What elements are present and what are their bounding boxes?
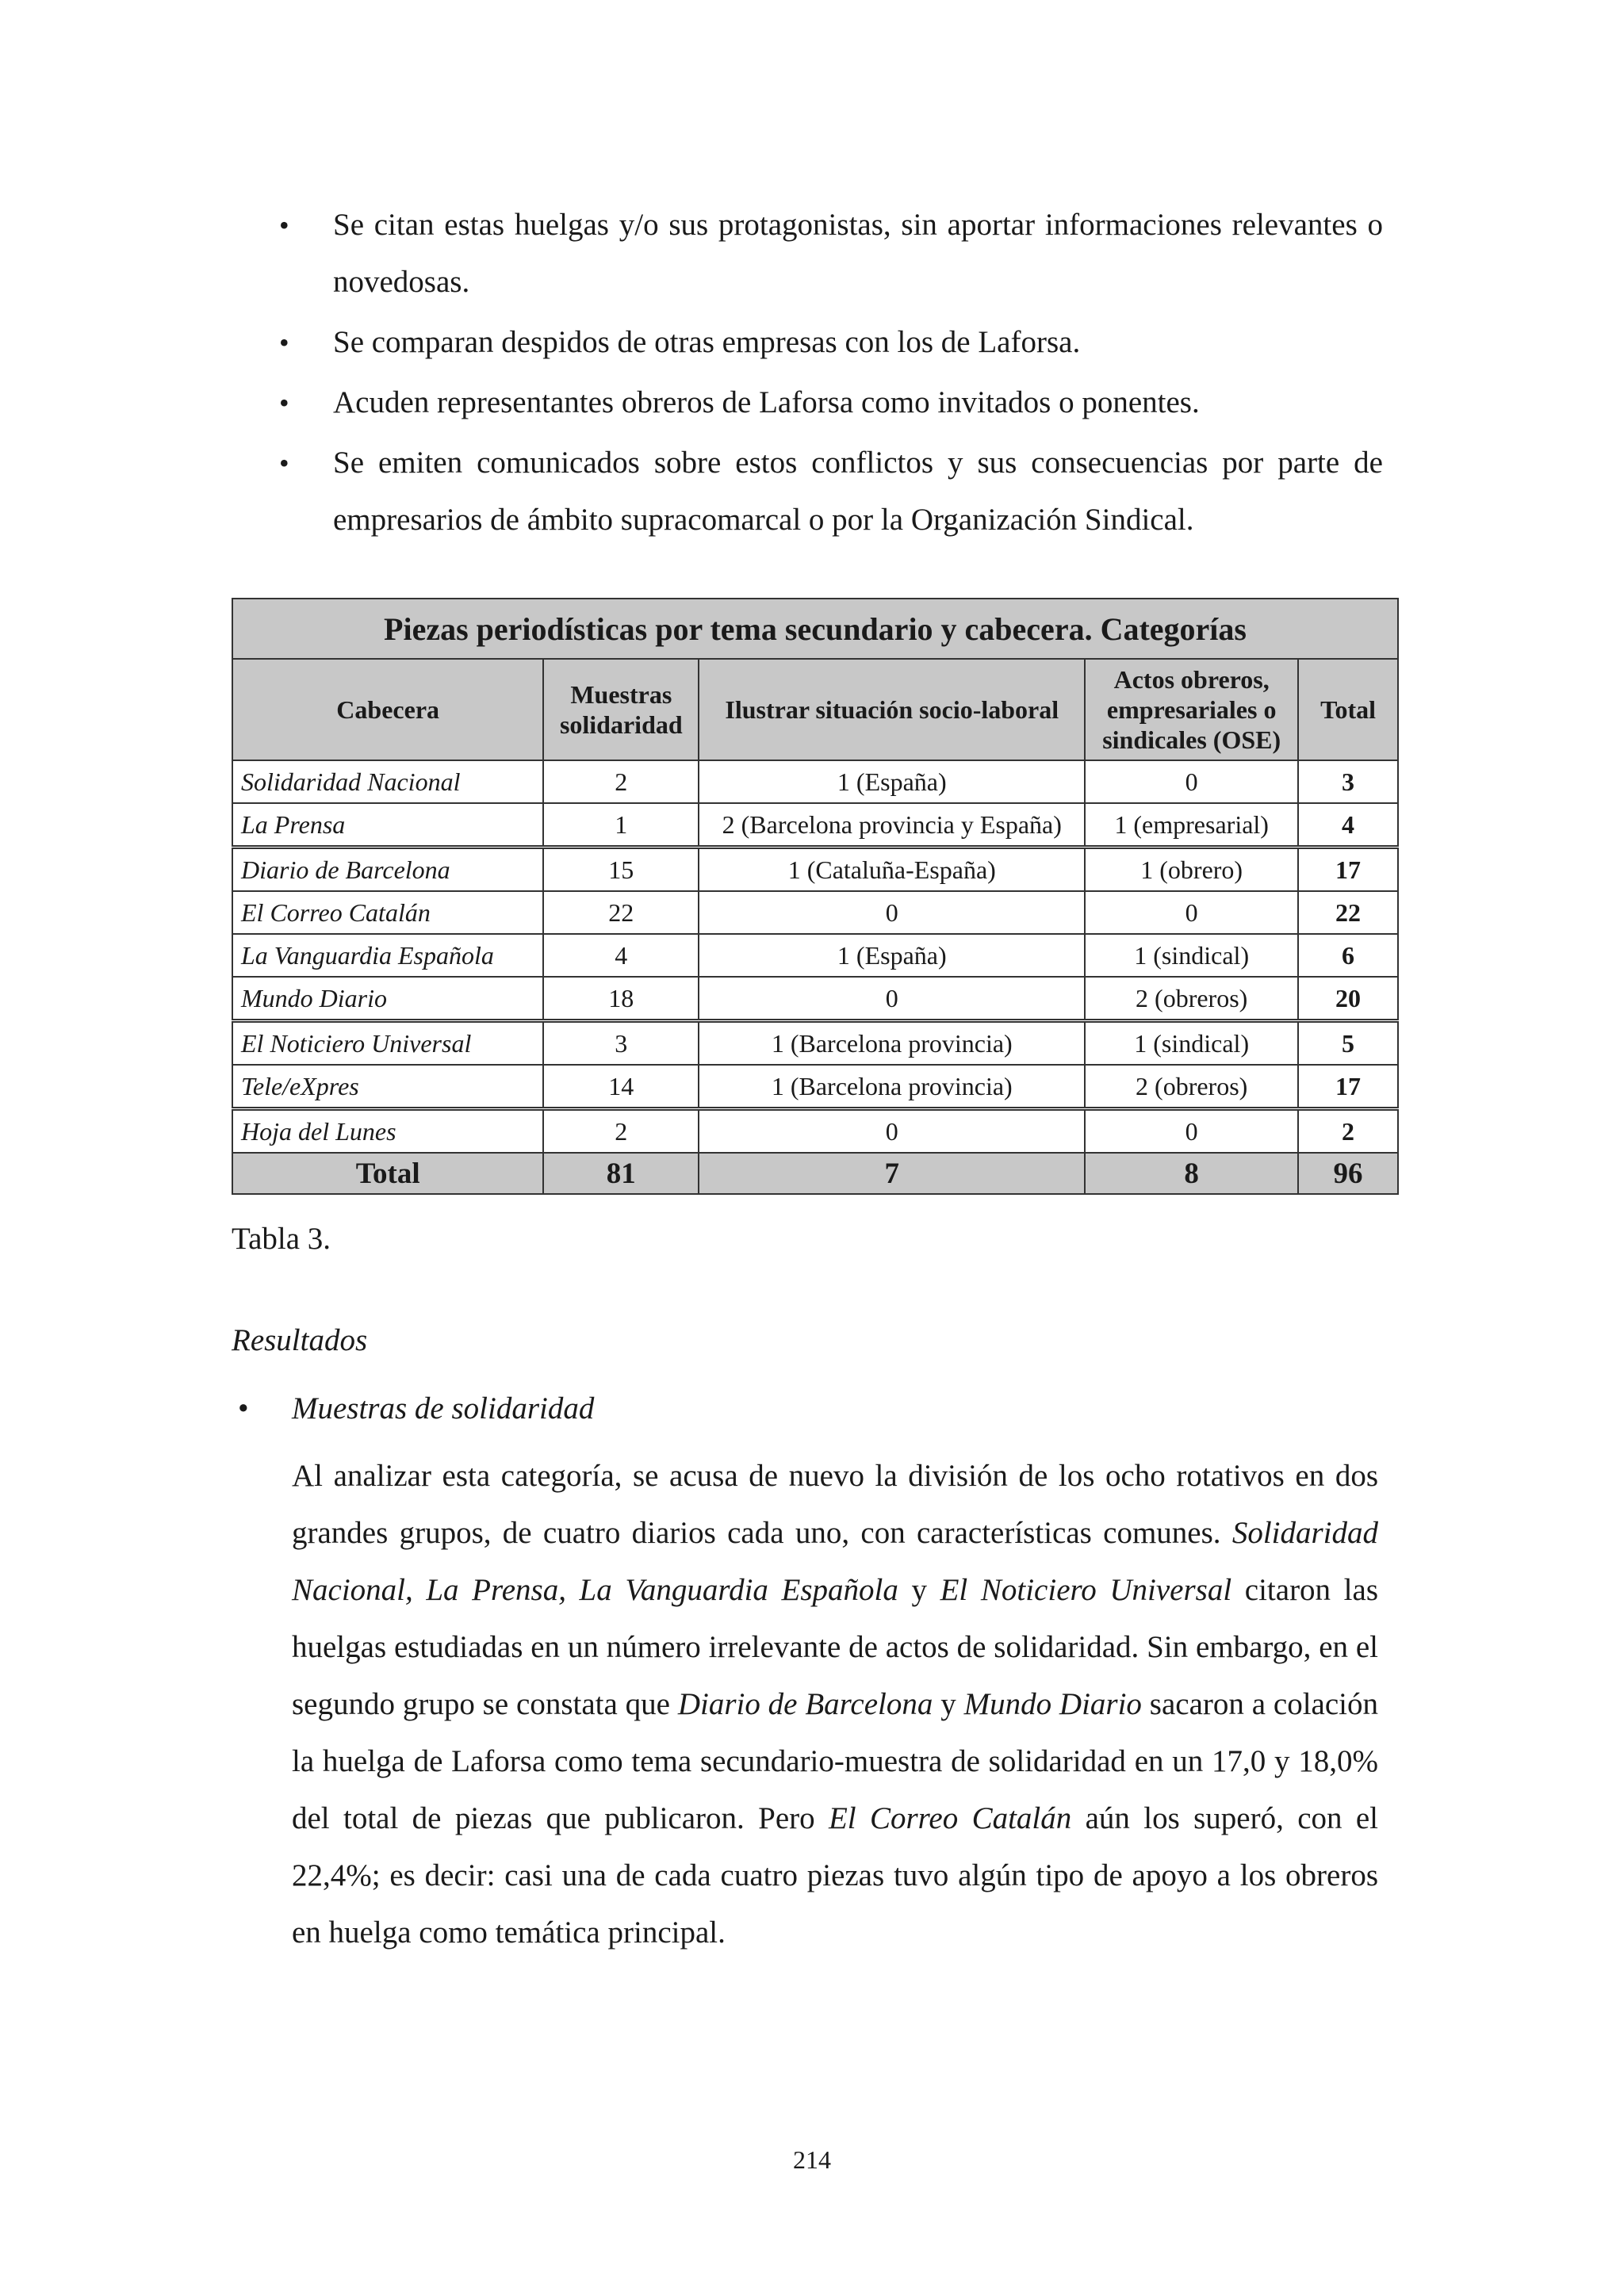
paragraph-italic-run: El Noticiero Universal <box>940 1573 1232 1607</box>
cell-actos: 1 (obrero) <box>1085 848 1298 892</box>
cell-name: La Prensa <box>232 803 543 848</box>
cell-total: 6 <box>1298 934 1398 977</box>
cell-muestras: 14 <box>543 1065 699 1109</box>
cell-muestras: 4 <box>543 934 699 977</box>
body-paragraph <box>292 1448 1378 1961</box>
cell-ilustrar: 2 (Barcelona provincia y España) <box>699 803 1085 848</box>
cell-ilustrar: 1 (España) <box>699 760 1085 803</box>
bullet-icon: • <box>279 387 289 419</box>
col-header-actos: Actos obreros, empresariales o sindicales (OSE) <box>1085 659 1298 760</box>
cell-total: 2 <box>1298 1109 1398 1154</box>
paragraph-italic-run: El Correo Catalán <box>828 1801 1072 1835</box>
cell-muestras: 22 <box>543 891 699 934</box>
col-header-ilustrar: Ilustrar situación socio-laboral <box>699 659 1085 760</box>
cell-ilustrar: 1 (España) <box>699 934 1085 977</box>
cell-name: El Noticiero Universal <box>232 1021 543 1066</box>
cell-total: 22 <box>1298 891 1398 934</box>
paragraph-run: y <box>933 1687 964 1721</box>
page-number: 214 <box>793 2145 831 2174</box>
cell-muestras: 1 <box>543 803 699 848</box>
cell-total: 20 <box>1298 977 1398 1021</box>
paragraph-italic-run: Solidaridad Nacional, La Prensa, La Vanguardia Española <box>292 1516 1378 1607</box>
subsection-heading <box>238 1391 594 1426</box>
cell-total: 17 <box>1298 1065 1398 1109</box>
bullet-item: • Se citan estas huelgas y/o sus protagonistas, sin aportar informaciones relevantes o novedosas. <box>273 197 1383 311</box>
paragraph-run: y <box>898 1573 940 1607</box>
table-row <box>232 848 1398 892</box>
table-row <box>232 1065 1398 1109</box>
cell-name: Mundo Diario <box>232 977 543 1021</box>
cell-ilustrar: 1 (Barcelona provincia) <box>699 1021 1085 1066</box>
cell-actos: 2 (obreros) <box>1085 1065 1298 1109</box>
table-total-row <box>232 1153 1398 1194</box>
col-header-cabecera: Cabecera <box>232 659 543 760</box>
data-table <box>232 598 1399 1195</box>
table-title: Piezas periodísticas por tema secundario y cabecera. Categorías <box>232 599 1398 659</box>
cell-name: Tele/eXpres <box>232 1065 543 1109</box>
cell-ilustrar: 1 (Cataluña-España) <box>699 848 1085 892</box>
paragraph-italic-run: Mundo Diario <box>963 1687 1142 1721</box>
cell-total-muestras: 81 <box>543 1153 699 1194</box>
bullet-list <box>273 197 1383 552</box>
paragraph-italic-run: Diario de Barcelona <box>677 1687 933 1721</box>
cell-total-ilustrar: 7 <box>699 1153 1085 1194</box>
cell-name: El Correo Catalán <box>232 891 543 934</box>
paragraph-run: sacaron a colación la huelga de Laforsa como tema secundario-muestra de solidaridad en un 17,0 y 18,0% del total de piezas que publicaron. Pero <box>292 1687 1378 1835</box>
cell-total: 4 <box>1298 803 1398 848</box>
cell-name: Hoja del Lunes <box>232 1109 543 1154</box>
col-header-total: Total <box>1298 659 1398 760</box>
table-row <box>232 977 1398 1021</box>
section-heading: Resultados <box>232 1323 368 1357</box>
cell-total: 17 <box>1298 848 1398 892</box>
cell-actos: 1 (sindical) <box>1085 1021 1298 1066</box>
cell-muestras: 18 <box>543 977 699 1021</box>
cell-ilustrar: 0 <box>699 977 1085 1021</box>
bullet-icon: • <box>279 327 289 358</box>
cell-muestras: 15 <box>543 848 699 892</box>
bullet-icon: • <box>279 447 289 479</box>
cell-actos: 1 (empresarial) <box>1085 803 1298 848</box>
cell-total: 5 <box>1298 1021 1398 1066</box>
cell-name: Diario de Barcelona <box>232 848 543 892</box>
bullet-item: • Se emiten comunicados sobre estos conflictos y sus consecuencias por parte de empresarios de ámbito supracomarcal o por la Organización Sindical. <box>273 434 1383 549</box>
cell-muestras: 2 <box>543 1109 699 1154</box>
bullet-icon: • <box>238 1391 249 1425</box>
paragraph-run: citaron las huelgas estudiadas en un número irrelevante de actos de solidaridad. Sin embargo, en el segundo grupo se constata que <box>292 1573 1378 1721</box>
cell-ilustrar: 1 (Barcelona provincia) <box>699 1065 1085 1109</box>
table-row <box>232 934 1398 977</box>
cell-ilustrar: 0 <box>699 891 1085 934</box>
cell-total: 3 <box>1298 760 1398 803</box>
table-row <box>232 760 1398 803</box>
cell-actos: 0 <box>1085 760 1298 803</box>
bullet-item: • Se comparan despidos de otras empresas con los de Laforsa. <box>273 314 1383 371</box>
col-header-muestras: Muestras solidaridad <box>543 659 699 760</box>
cell-actos: 0 <box>1085 1109 1298 1154</box>
cell-name: Solidaridad Nacional <box>232 760 543 803</box>
cell-muestras: 3 <box>543 1021 699 1066</box>
cell-actos: 2 (obreros) <box>1085 977 1298 1021</box>
table-header-row <box>232 659 1398 760</box>
cell-name: La Vanguardia Española <box>232 934 543 977</box>
paragraph-run: aún los superó, con el 22,4%; es decir: casi una de cada cuatro piezas tuvo algún tipo de apoyo a los obreros en huelga como temática principal. <box>292 1801 1379 1950</box>
cell-actos: 1 (sindical) <box>1085 934 1298 977</box>
table-row <box>232 803 1398 848</box>
cell-total-total: 96 <box>1298 1153 1398 1194</box>
table-row <box>232 891 1398 934</box>
bullet-item: • Acuden representantes obreros de Laforsa como invitados o ponentes. <box>273 374 1383 431</box>
table-row <box>232 1109 1398 1154</box>
paragraph-run: Al analizar esta categoría, se acusa de nuevo la división de los ocho rotativos en dos grandes grupos, de cuatro diarios cada uno, con características comunes. <box>292 1459 1378 1550</box>
table-caption: Tabla 3. <box>232 1222 331 1256</box>
cell-actos: 0 <box>1085 891 1298 934</box>
cell-total-label: Total <box>232 1153 543 1194</box>
bullet-icon: • <box>279 209 289 241</box>
subsection-label: Muestras de solidaridad <box>292 1391 595 1425</box>
cell-ilustrar: 0 <box>699 1109 1085 1154</box>
cell-muestras: 2 <box>543 760 699 803</box>
cell-total-actos: 8 <box>1085 1153 1298 1194</box>
table-row <box>232 1021 1398 1066</box>
